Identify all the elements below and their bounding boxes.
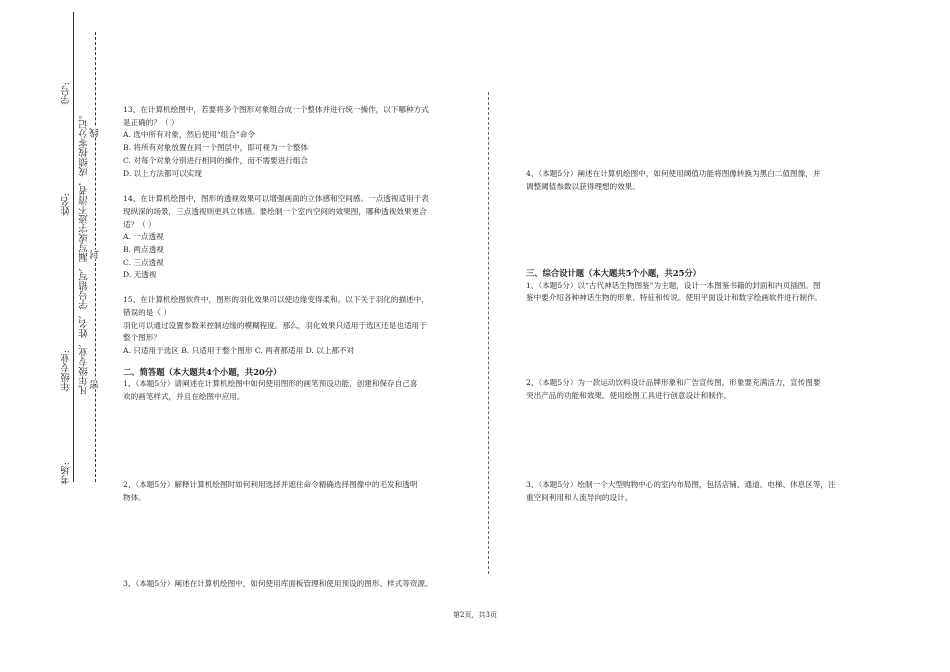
option-d: D. 以上方法都可以实现 <box>123 168 202 178</box>
design-section <box>526 267 871 305</box>
option-a: A. 选中所有对象，然后使用“组合”命令 <box>123 130 255 140</box>
grade-major-label: 年级专业: <box>61 350 72 392</box>
notice-text: 凡年级专业、姓名、学号错写、漏写或字迹不清者，成绩按零分记。 <box>79 110 90 395</box>
option-c: C. 三点透视 <box>123 257 164 267</box>
page-number: 第2页，共3页 <box>453 611 497 619</box>
section-title: 三、综合设计题（本大题共5个小题，共25分） <box>526 268 701 278</box>
question-text: 1、（本题5分）请阐述在计算机绘图中如何使用图形的画笔预设功能，创建和保存自己喜 <box>123 379 418 389</box>
question-text: 3、（本题5分）绘制一个大型购物中心的室内布局图，包括店铺、通道、电梯、休息区等，注 <box>526 480 836 489</box>
short-answer-4 <box>526 168 866 193</box>
option-b: B. 将所有对象放置在同一个图层中，即可视为一个整体 <box>123 143 309 153</box>
short-answer-3 <box>123 578 483 591</box>
solid-line <box>73 12 74 482</box>
option-c: C. 对每个对象分别进行相同的操作，而不需要进行组合 <box>123 155 309 165</box>
question-14 <box>123 193 483 282</box>
question-text: 4、（本题5分）阐述在计算机绘图中，如何使用阈值功能将图像转换为黑白二值图像，并 <box>526 169 821 178</box>
question-stem: 现纵深的场景，三点透视则更具立体感。要绘制一个室内空间的效果图，哪种透视效果更合 <box>123 206 427 216</box>
question-text: 鉴中要介绍各种神话生物的形象、特征和传说。使用平面设计和数字绘画软件进行制作。 <box>526 293 823 303</box>
design-question-3 <box>526 479 871 504</box>
column-divider <box>488 92 489 574</box>
question-text: 重空间利用和人流导向的设计。 <box>526 492 633 502</box>
question-stem: 羽化可以通过设置参数来控制边缘的模糊程度。那么，羽化效果只适用于选区还是也适用于 <box>123 320 427 330</box>
exam-number-label: 学号: <box>61 82 72 105</box>
option-a: A. 一点透视 <box>123 232 164 242</box>
options-line: A. 只适用于选区 B. 只适用于整个图形 C. 两者都适用 D. 以上都不对 <box>123 345 355 355</box>
question-stem: 14、在计算机绘图中，图形的透视效果可以增强画面的立体感和空间感。一点透视适用于表 <box>123 194 429 204</box>
seal-mark-xian: 线 <box>90 128 101 138</box>
question-13 <box>123 104 483 180</box>
question-stem: 适？（ ） <box>123 219 156 229</box>
question-text: 2、（本题5分）解释计算机绘图时如何利用选择并遮住命令精确选择图像中的毛发和透明 <box>123 480 418 489</box>
question-text: 突出产品的功能和效果。使用绘图工具进行创意设计和制作。 <box>526 390 732 400</box>
seal-mark-mi: 密 <box>90 380 101 390</box>
question-text: 调整阈值参数以获得理想的效果。 <box>526 181 640 191</box>
design-question-1 <box>526 280 871 305</box>
question-text: 欢的画笔样式，并且在绘图中应用。 <box>123 392 245 402</box>
seal-mark-feng: 封 <box>90 250 101 260</box>
question-stem: 错误的是（ ） <box>123 307 171 317</box>
question-text: 3、（本题5分）阐述在计算机绘图中，如何使用库面板管理和使用预设的图形、样式等资源。 <box>123 579 433 588</box>
section-title: 二、简答题（本大题共4个小题，共20分） <box>123 366 282 377</box>
short-answer-1 <box>123 378 483 403</box>
name-label: 姓名: <box>61 193 72 216</box>
question-stem: 13、在计算机绘图中，若要将多个图形对象组合成一个整体并进行统一操作，以下哪种方式 <box>123 105 429 114</box>
option-d: D. 无透视 <box>123 270 157 280</box>
question-15 <box>123 294 483 358</box>
exam-room-label: 考场: <box>61 462 72 485</box>
short-answer-2 <box>123 479 483 504</box>
question-stem: 整个图形？ <box>123 333 161 343</box>
design-question-2 <box>526 377 871 402</box>
question-text: 2、（本题5分）为一款运动饮料设计品牌形象和广告宣传图，形象要充满活力，宣传图要 <box>526 378 821 387</box>
question-text: 1、（本题5分）以“古代神话生物图鉴”为主题，设计一本图鉴书籍的封面和内页插图。图 <box>526 280 821 290</box>
question-stem: 是正确的？（ ） <box>123 117 179 127</box>
question-text: 物体。 <box>123 492 146 502</box>
question-stem: 15、在计算机绘图软件中，图形的羽化效果可以使边缘变得柔和。以下关于羽化的描述中， <box>123 295 429 305</box>
left-column <box>123 104 483 404</box>
option-b: B. 两点透视 <box>123 245 164 255</box>
